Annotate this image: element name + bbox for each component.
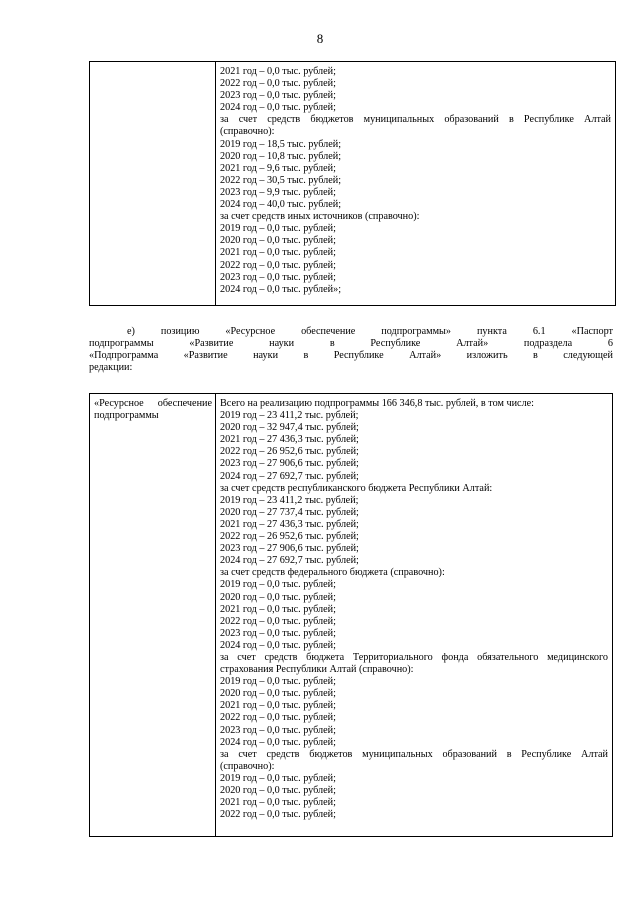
funding-line: 2021 год – 27 436,3 тыс. рублей;: [220, 434, 359, 446]
funding-lines: [216, 394, 612, 821]
table-cell-label: [90, 394, 216, 837]
funding-line: 2023 год – 0,0 тыс. рублей;: [220, 90, 336, 102]
funding-line: 2019 год – 0,0 тыс. рублей;: [220, 772, 336, 784]
funding-line: 2021 год – 0,0 тыс. рублей;: [220, 603, 336, 615]
funding-line: 2020 год – 0,0 тыс. рублей;: [220, 591, 336, 603]
row-label-line: «Ресурсное обеспечение: [94, 398, 212, 409]
funding-line: 2020 год – 0,0 тыс. рублей;: [220, 785, 336, 796]
funding-line: 2022 год – 0,0 тыс. рублей;: [220, 712, 336, 724]
funding-line: 2024 год – 0,0 тыс. рублей;: [220, 102, 336, 114]
funding-line: 2020 год – 10,8 тыс. рублей;: [220, 150, 342, 162]
funding-line: 2024 год – 27 692,7 тыс. рублей;: [220, 470, 359, 482]
funding-line: 2020 год – 27 737,4 тыс. рублей;: [220, 506, 359, 518]
table-cell-label-empty: [90, 62, 216, 306]
funding-line: 2019 год – 0,0 тыс. рублей;: [220, 223, 336, 235]
funding-line: 2019 год – 23 411,2 тыс. рублей;: [220, 410, 359, 422]
funding-line: 2022 год – 30,5 тыс. рублей;: [220, 174, 342, 186]
funding-line: 2023 год – 27 906,6 тыс. рублей;: [220, 458, 359, 470]
paragraph-line: подпрограммы «Развитие науки в Республике Алтай» подраздела 6: [89, 338, 613, 350]
funding-line: Всего на реализацию подпрограммы 166 346,8 тыс. рублей, в том числе:: [220, 398, 535, 409]
funding-line: 2024 год – 0,0 тыс. рублей;: [220, 736, 336, 748]
funding-line: 2020 год – 32 947,4 тыс. рублей;: [220, 422, 359, 434]
funding-line: за счет средств иных источников (справочно):: [220, 211, 420, 223]
funding-line: 2021 год – 0,0 тыс. рублей;: [220, 247, 336, 259]
paragraph-line: редакции:: [89, 362, 133, 374]
funding-line: 2023 год – 0,0 тыс. рублей;: [220, 724, 336, 736]
funding-line: 2023 год – 0,0 тыс. рублей;: [220, 271, 336, 283]
table-row: [90, 394, 613, 837]
funding-line: 2022 год – 26 952,6 тыс. рублей;: [220, 446, 359, 458]
funding-line: 2021 год – 0,0 тыс. рублей;: [220, 797, 336, 809]
page-number: 8: [316, 31, 324, 46]
funding-line: за счет средств бюджетов муниципальных образований в Республике Алтай: [220, 748, 608, 760]
funding-line: 2019 год – 18,5 тыс. рублей;: [220, 138, 342, 150]
funding-table-continued: [89, 61, 616, 306]
funding-line: 2024 год – 0,0 тыс. рублей;: [220, 639, 336, 651]
funding-line: 2020 год – 0,0 тыс. рублей;: [220, 688, 336, 700]
funding-lines: [216, 62, 615, 296]
funding-line: 2023 год – 9,9 тыс. рублей;: [220, 186, 336, 198]
funding-line: 2021 год – 0,0 тыс. рублей;: [220, 66, 336, 77]
funding-line: 2022 год – 0,0 тыс. рублей;: [220, 809, 336, 821]
funding-line: 2019 год – 0,0 тыс. рублей;: [220, 579, 336, 591]
funding-line: 2023 год – 0,0 тыс. рублей;: [220, 627, 336, 639]
funding-line: 2022 год – 26 952,6 тыс. рублей;: [220, 531, 359, 543]
funding-line: 2020 год – 0,0 тыс. рублей;: [220, 235, 336, 247]
funding-line: 2022 год – 0,0 тыс. рублей;: [220, 78, 336, 90]
funding-line: за счет средств бюджета Территориального фонда обязательного медицинского: [220, 651, 608, 663]
funding-line: 2024 год – 0,0 тыс. рублей»;: [220, 283, 342, 295]
funding-line: страхования Республики Алтай (справочно):: [220, 664, 414, 676]
funding-line: 2021 год – 9,6 тыс. рублей;: [220, 162, 336, 174]
funding-line: 2024 год – 27 692,7 тыс. рублей;: [220, 555, 359, 567]
funding-line: 2021 год – 0,0 тыс. рублей;: [220, 700, 336, 712]
funding-line: 2024 год – 40,0 тыс. рублей;: [220, 199, 342, 211]
funding-line: за счет средств республиканского бюджета Республики Алтай:: [220, 482, 493, 494]
funding-line: за счет средств бюджетов муниципальных образований в Республике Алтай: [220, 114, 611, 126]
funding-line: 2022 год – 0,0 тыс. рублей;: [220, 259, 336, 271]
funding-line: 2019 год – 23 411,2 тыс. рублей;: [220, 494, 359, 506]
funding-line: 2019 год – 0,0 тыс. рублей;: [220, 676, 336, 688]
funding-line: за счет средств федерального бюджета (справочно):: [220, 567, 445, 579]
table-cell-funding: [216, 62, 616, 306]
paragraph-line: «Подпрограмма «Развитие науки в Республике Алтай» изложить в следующей: [89, 350, 613, 362]
table-cell-funding: [216, 394, 613, 837]
resource-provision-table: [89, 393, 613, 837]
funding-line: 2022 год – 0,0 тыс. рублей;: [220, 615, 336, 627]
funding-line: (справочно):: [220, 126, 275, 138]
paragraph-line: е) позицию «Ресурсное обеспечение подпрограммы» пункта 6.1 «Паспорт: [127, 326, 613, 337]
row-label-line: подпрограммы: [94, 410, 159, 422]
table-row: [90, 62, 616, 306]
amendment-paragraph: [89, 326, 613, 374]
funding-line: 2023 год – 27 906,6 тыс. рублей;: [220, 543, 359, 555]
funding-line: (справочно):: [220, 760, 275, 772]
funding-line: 2021 год – 27 436,3 тыс. рублей;: [220, 518, 359, 530]
